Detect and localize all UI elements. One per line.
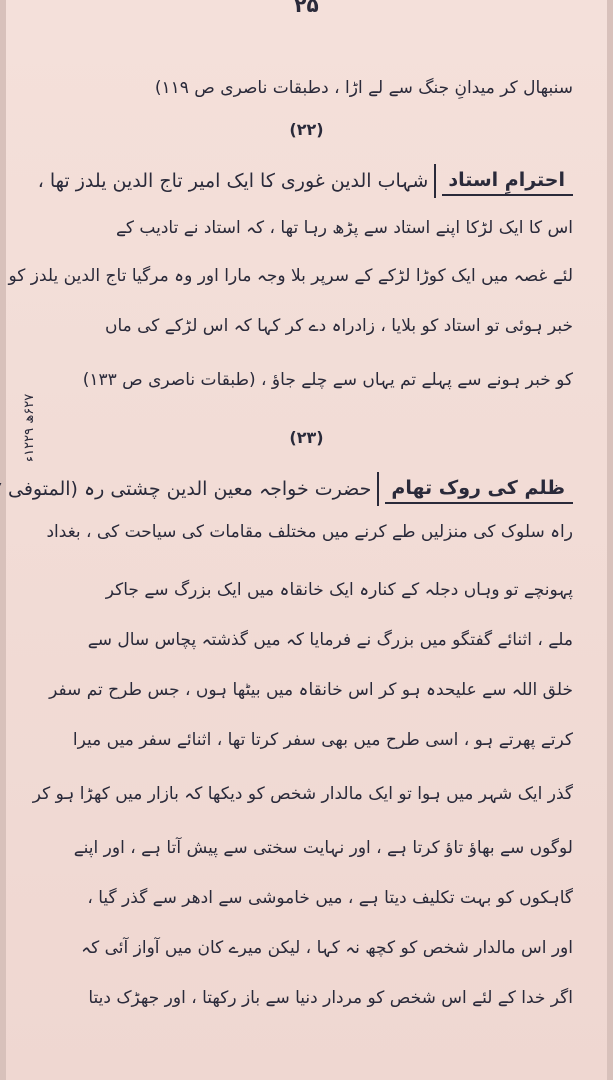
heading-title: ظلم کی روک تھام [385, 474, 573, 504]
text-line: گذر ایک شہر میں ہوا تو ایک مالدار شخص کو دیکھا کہ بازار میں کھڑا ہو کر [32, 784, 573, 804]
text-line: گاہکوں کو بہت تکلیف دیتا ہے ، میں خاموشی سے ادھر سے گذر گیا ، [87, 888, 573, 908]
text-line: سنبھال کر میدانِ جنگ سے لے اڑا ، دطبقات ناصری ص ۱۱۹) [154, 78, 573, 98]
heading-text: حضرت خواجہ معین الدین چشتی رہ (المتوفی [7, 478, 372, 500]
section-heading [0, 472, 573, 506]
text-line: اور اس مالدار شخص کو کچھ نہ کہا ، لیکن میرے کان میں آواز آئی کہ [81, 938, 573, 958]
text-line: راہ سلوک کی منزلیں طے کرنے میں مختلف مقامات کی سیاحت کی ، بغداد [46, 522, 573, 542]
text-line: خلق اللہ سے علیحدہ ہو کر اس خانقاہ میں بیٹھا ہوں ، جس طرح تم سفر [49, 680, 573, 700]
section-number: (۲۳) [289, 428, 324, 447]
text-line: لوگوں سے بھاؤ تاؤ کرتا ہے ، اور نہایت سختی سے پیش آتا ہے ، اور اپنے [73, 838, 573, 858]
text-line: ملے ، اثنائے گفتگو میں بزرگ نے فرمایا کہ میں گذشتہ پچاس سال سے [87, 630, 573, 650]
text-line: اس کا ایک لڑکا اپنے استاد سے پڑھ رہا تھا ، کہ استاد نے تادیب کے [115, 218, 573, 238]
text-line: پہونچے تو وہاں دجلہ کے کنارہ ایک خانقاہ میں ایک بزرگ سے جاکر [105, 580, 573, 600]
page-edge-right [607, 0, 613, 1080]
text-line: اگر خدا کے لئے اس شخص کو مردار دنیا سے باز رکھتا ، اور جھڑک دیتا [88, 988, 573, 1008]
heading-text: شہاب الدین غوری کا ایک امیر تاج الدین یلدز تھا ، [37, 170, 429, 192]
heading-title: احترامِ استاد [442, 166, 573, 196]
heading-divider [434, 164, 436, 198]
section-heading [38, 164, 573, 198]
text-line: لئے غصہ میں ایک کوڑا لڑکے کے سرپر بلا وجہ مارا اور وہ مرگیا تاج الدین یلدز کو [8, 266, 573, 286]
text-line: کرتے پھرتے ہو ، اسی طرح میں بھی سفر کرتا تھا ، اثنائے سفر میں میرا [72, 730, 573, 750]
page-number: ۲۵ [294, 0, 319, 17]
section-number: (۲۲) [289, 120, 324, 139]
margin-note: ۶۲۷ھ ۱۲۲۹ء [22, 393, 37, 462]
heading-divider [377, 472, 379, 506]
text-line: کو خبر ہونے سے پہلے تم یہاں سے چلے جاؤ ، (طبقات ناصری ص ۱۳۳) [82, 370, 573, 390]
text-line: خبر ہوئی تو استاد کو بلایا ، زادراہ دے کر کہا کہ اس لڑکے کی ماں [104, 316, 573, 336]
page-edge-left [0, 0, 6, 1080]
